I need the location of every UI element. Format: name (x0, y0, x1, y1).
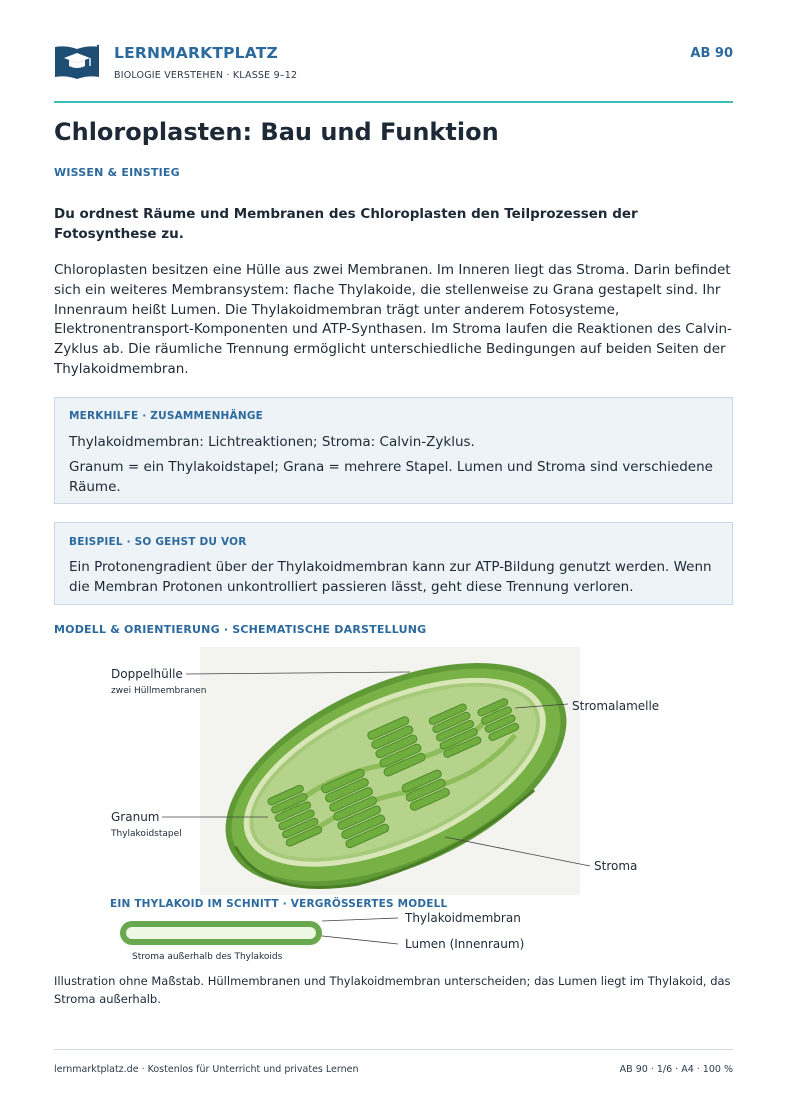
footer-page-info: AB 90 · 1/6 · A4 · 100 % (619, 1064, 733, 1075)
merkhilfe-line-1: Thylakoidmembran: Lichtreaktionen; Stroma: Calvin-Zyklus. (69, 434, 475, 450)
label-stroma-outside: Stroma außerhalb des Thylakoids (132, 952, 283, 962)
thylakoid-lumen-shape (126, 927, 316, 939)
thylakoid-heading: EIN THYLAKOID IM SCHNITT · VERGRÖSSERTES MODELL (110, 898, 448, 910)
brand-name: LERNMARKTPLATZ (114, 44, 278, 62)
label-thylakoidmembran: Thylakoidmembran (405, 911, 521, 925)
label-stroma: Stroma (594, 859, 638, 873)
figure-caption: Illustration ohne Maßstab. Hüllmembranen und Thylakoidmembran unterscheiden; das Lumen liegt im Thylakoid, das Stroma außerhalb. (54, 974, 731, 1006)
label-stromalamelle: Stromalamelle (572, 699, 660, 713)
sublabel-granum: Thylakoidstapel (111, 829, 182, 839)
label-granum: Granum (111, 810, 160, 824)
beispiel-title: BEISPIEL · SO GEHST DU VOR (69, 536, 247, 548)
sublabel-doppelhuelle: zwei Hüllmembranen (111, 686, 207, 696)
footer-site: lernmarktplatz.de · Kostenlos für Unterricht und privates Lernen (54, 1064, 359, 1075)
merkhilfe-title: MERKHILFE · ZUSAMMENHÄNGE (69, 410, 264, 422)
merkhilfe-line-2: Granum = ein Thylakoidstapel; Grana = mehrere Stapel. Lumen und Stroma sind verschiedene Räume. (69, 459, 713, 495)
page-title: Chloroplasten: Bau und Funktion (54, 118, 499, 146)
intro-paragraph: Chloroplasten besitzen eine Hülle aus zwei Membranen. Im Inneren liegt das Stroma. Darin befindet sich ein weiteres Membransystem: flache Thylakoide, die stellenweise zu Grana gestapelt sind. Ihr Innenraum heißt Lumen. Die Thylakoidmembran trägt unter anderem Fotosysteme, Elektronentransport-Komponenten und ATP-Synthasen. Im Stroma laufen die Reaktionen des Calvin-Zyklus ab. Die räumliche Trennung ermöglicht unterschiedliche Bedingungen auf beiden Seiten der Thylakoidmembran. (54, 262, 732, 377)
learning-goal: Du ordnest Räume und Membranen des Chloroplasten den Teilprozessen der Fotosynthese zu. (54, 206, 638, 242)
sheet-code: AB 90 (690, 46, 733, 61)
section-label-model: MODELL & ORIENTIERUNG · SCHEMATISCHE DARSTELLUNG (54, 623, 427, 636)
label-doppelhuelle: Doppelhülle (111, 667, 183, 681)
label-lumen: Lumen (Innenraum) (405, 937, 525, 951)
section-label-intro: WISSEN & EINSTIEG (54, 166, 180, 179)
footer-divider (54, 1049, 733, 1050)
beispiel-text: Ein Protonengradient über der Thylakoidmembran kann zur ATP-Bildung genutzt werden. Wenn die Membran Protonen unkontrolliert passieren lässt, geht diese Trennung verloren. (69, 559, 712, 595)
brand-subtitle: BIOLOGIE VERSTEHEN · KLASSE 9–12 (114, 70, 298, 81)
